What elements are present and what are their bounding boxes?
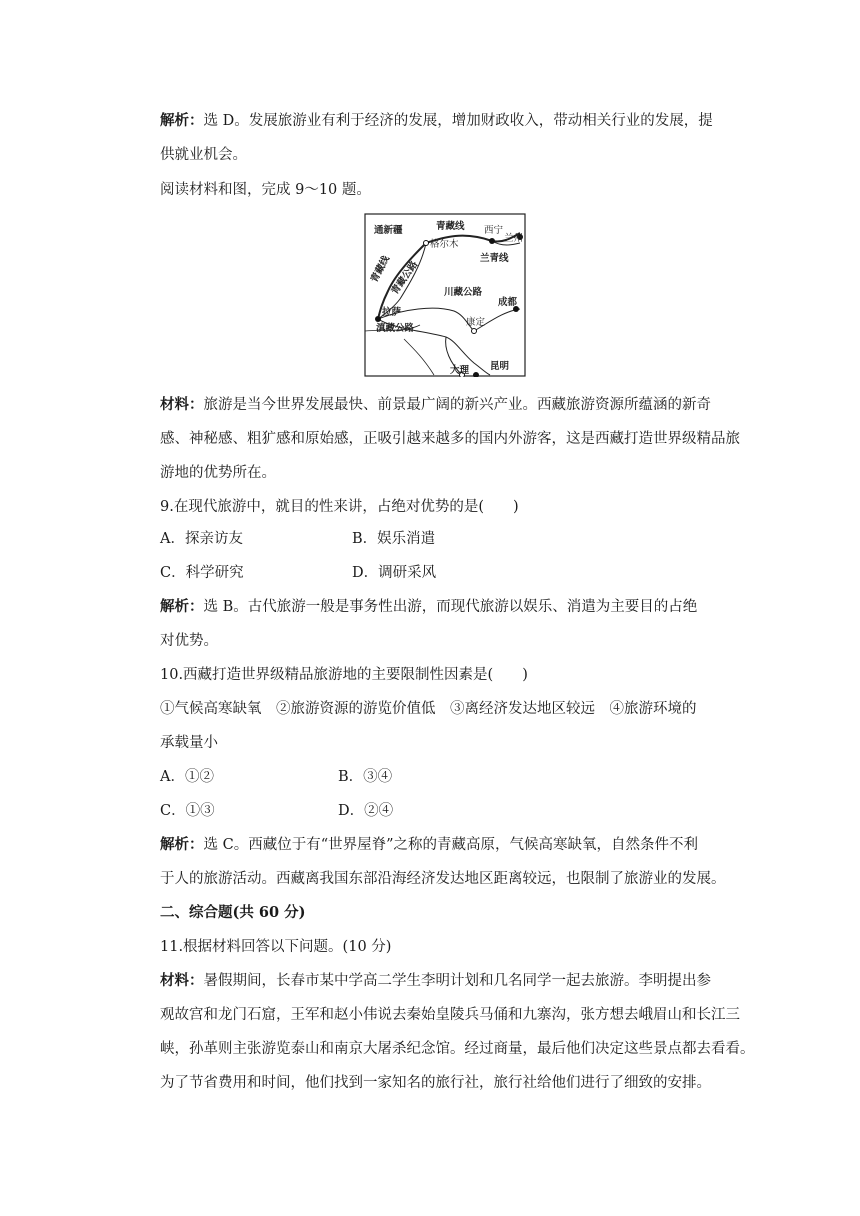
instruction-9-10: 阅读材料和图，完成 9～10 题。 [160, 182, 371, 198]
answer-8-line2: 供就业机会。 [160, 147, 247, 163]
answer-label: 解析： [160, 598, 204, 615]
q9-option-a: A．探亲访友 [160, 531, 243, 547]
map-label-qingzanggonglu: 青藏公路 [389, 259, 421, 297]
kangding-dot [472, 329, 477, 334]
map-label-lasa: 拉萨 [382, 307, 402, 318]
material-label: 材料： [160, 972, 204, 989]
question-10-statements-line2: 承载量小 [160, 735, 218, 751]
q9-option-d: D．调研采风 [352, 565, 437, 581]
answer-9-line1: 解析：选 B。古代旅游一般是事务性出游，而现代旅游以娱乐、消遣为主要目的占绝 [160, 598, 698, 615]
q10-option-d: D．②④ [338, 803, 394, 819]
geermu-dot [424, 241, 429, 246]
map-label-dali: 大理 [450, 365, 470, 376]
answer-10-line1: 解析：选 C。西藏位于有“世界屋脊”之称的青藏高原，气候高寒缺氧，自然条件不利 [160, 836, 699, 853]
map-label-lanqingxian: 兰青线 [480, 253, 509, 264]
map-label-xining: 西宁 [484, 225, 504, 236]
q9-option-b: B．娱乐消遣 [352, 531, 436, 547]
answer-10-line2: 于人的旅游活动。西藏离我国东部沿海经济发达地区距离较远，也限制了旅游业的发展。 [160, 871, 726, 887]
map-label-geermu: 格尔木 [430, 239, 459, 250]
answer-9-line2: 对优势。 [160, 633, 218, 649]
q10-option-a: A．①② [160, 769, 214, 785]
material-line1: 材料：旅游是当今世界发展最快、前景最广阔的新兴产业。西藏旅游资源所蕴涵的新奇 [160, 396, 711, 413]
map-label-qingzangxian-top: 青藏线 [436, 221, 465, 232]
question-11: 11.根据材料回答以下问题。(10 分) [160, 939, 392, 955]
map-label-kunming: 昆明 [490, 361, 510, 372]
material-11-line3: 峡，孙革则主张游览泰山和南京大屠杀纪念馆。经过商量，最后他们决定这些景点都去看看。 [160, 1041, 755, 1057]
map-label-lanzhou: 兰州 [504, 233, 524, 244]
material-11-line4: 为了节省费用和时间，他们找到一家知名的旅行社，旅行社给他们进行了细致的安排。 [160, 1075, 711, 1091]
map-label-chuanzanggonglu: 川藏公路 [444, 287, 483, 298]
question-9: 9.在现代旅游中，就目的性来讲，占绝对优势的是( ) [160, 499, 519, 515]
xining-dot [489, 238, 495, 244]
section-heading: 二、综合题(共 60 分) [160, 904, 306, 921]
map-label-tongxinjiang: 通新疆 [374, 225, 403, 236]
tibet-routes-map [364, 213, 526, 377]
answer-label: 解析： [160, 836, 204, 853]
material-label: 材料： [160, 396, 204, 413]
lasa-dot [375, 316, 381, 322]
map-label-dianzanggonglu: 滇藏公路 [376, 323, 415, 334]
answer-label: 解析： [160, 112, 204, 129]
answer-8-line1: 解析：选 D。发展旅游业有利于经济的发展，增加财政收入，带动相关行业的发展，提 [160, 112, 713, 129]
map-label-qingzangxian-left: 青藏线 [368, 254, 393, 285]
material-line3: 游地的优势所在。 [160, 465, 276, 481]
q10-option-c: C．①③ [160, 803, 215, 819]
map-label-kangding: 康定 [466, 317, 486, 328]
question-10: 10.西藏打造世界级精品旅游地的主要限制性因素是( ) [160, 667, 528, 683]
q10-option-b: B．③④ [338, 769, 393, 785]
map-label-chengdu: 成都 [498, 297, 518, 308]
material-11-line2: 观故宫和龙门石窟，王军和赵小伟说去秦始皇陵兵马俑和九寨沟，张方想去峨眉山和长江三 [160, 1007, 740, 1023]
question-10-statements-line1: ①气候高寒缺氧 ②旅游资源的游览价值低 ③离经济发达地区较远 ④旅游环境的 [160, 701, 697, 717]
material-line2: 感、神秘感、粗犷感和原始感，正吸引越来越多的国内外游客，这是西藏打造世界级精品旅 [160, 431, 740, 447]
q9-option-c: C．科学研究 [160, 565, 244, 581]
material-11-line1: 材料：暑假期间，长春市某中学高二学生李明计划和几名同学一起去旅游。李明提出参 [160, 972, 711, 989]
